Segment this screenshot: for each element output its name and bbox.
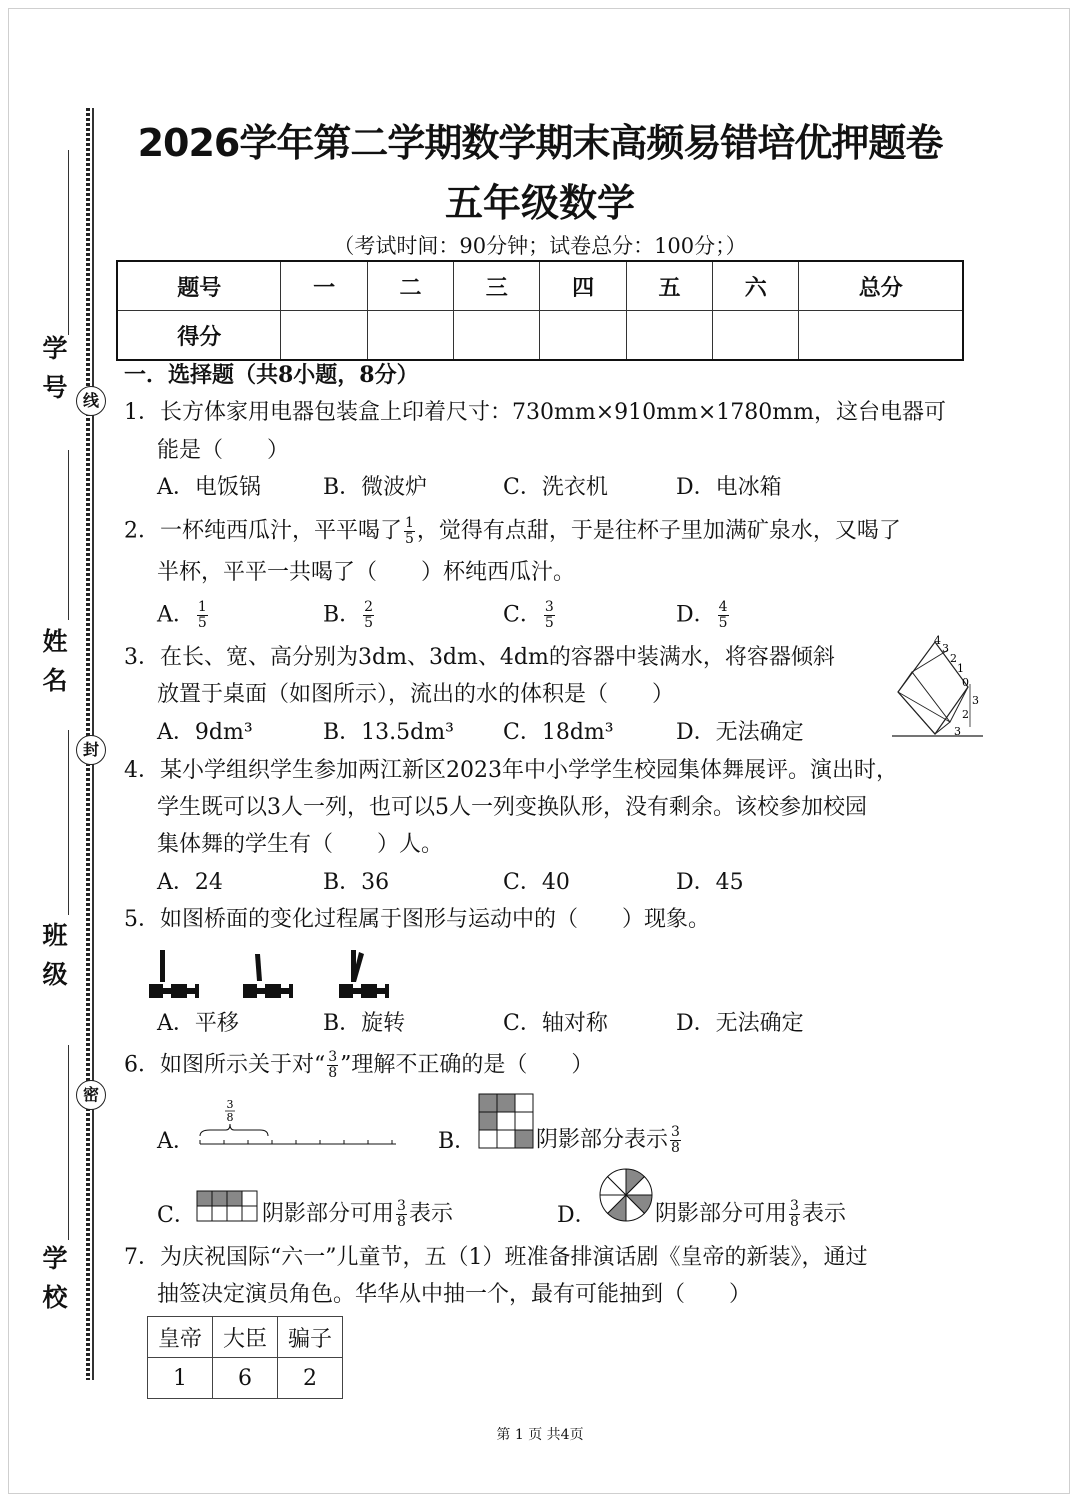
score-input-cell[interactable] bbox=[454, 311, 540, 361]
q5-option-b[interactable]: B．旋转 bbox=[323, 1011, 406, 1036]
fig-label: 0 bbox=[962, 676, 969, 689]
role-cell: 大臣 bbox=[213, 1317, 278, 1358]
q7-text: 7．为庆祝国际“六一”儿童节，五（1）班准备排演话剧《皇帝的新装》，通过 bbox=[124, 1245, 868, 1270]
seal-feng: 封 bbox=[76, 735, 106, 765]
q3-option-d[interactable]: D．无法确定 bbox=[676, 720, 804, 745]
seal-mi: 密 bbox=[76, 1080, 106, 1110]
q2-text: 2．一杯纯西瓜汁，平平喝了 $\frac{1}{5}$ ，觉得有点甜，于是往杯子里加满矿泉水，又喝了 bbox=[124, 515, 901, 547]
q6-option-d-text: 阴影部分可用 $\frac{3}{8}$ 表示 bbox=[655, 1198, 846, 1230]
fraction: $\frac{3}{8}$ bbox=[397, 1198, 406, 1230]
fig-label: 2 bbox=[950, 652, 957, 665]
bar-8-figure bbox=[196, 1190, 260, 1224]
fig-label: 3 bbox=[972, 694, 979, 707]
count-cell: 1 bbox=[148, 1358, 213, 1399]
count-cell: 2 bbox=[278, 1358, 343, 1399]
score-cell: 题号 bbox=[117, 261, 281, 311]
roles-table bbox=[147, 1316, 343, 1399]
q2-option-c[interactable]: C． $\frac{3}{5}$ bbox=[503, 599, 554, 631]
role-cell: 皇帝 bbox=[148, 1317, 213, 1358]
score-input-cell[interactable] bbox=[626, 311, 712, 361]
score-cell: 三 bbox=[454, 261, 540, 311]
q5-option-a[interactable]: A．平移 bbox=[157, 1011, 239, 1036]
q4-text-2: 学生既可以3人一列，也可以5人一列变换队形，没有剩余。该校参加校园 bbox=[157, 795, 867, 820]
pie-8-figure bbox=[598, 1167, 654, 1223]
fraction: $\frac{2}{5}$ bbox=[364, 599, 374, 631]
q6-option-b-text: 阴影部分表示 $\frac{3}{8}$ bbox=[536, 1124, 680, 1156]
student-id-label: 学号 bbox=[39, 335, 68, 413]
q1-option-a[interactable]: A．电饭锅 bbox=[157, 475, 261, 500]
q5-text: 5．如图桥面的变化过程属于图形与运动中的（ ）现象。 bbox=[124, 907, 710, 932]
q1-option-d[interactable]: D．电冰箱 bbox=[676, 475, 782, 500]
score-input-cell[interactable] bbox=[367, 311, 453, 361]
score-value-row bbox=[117, 311, 963, 361]
score-table bbox=[116, 260, 964, 361]
q7-text-2: 抽签决定演员角色。华华从中抽一个，最有可能抽到（ ） bbox=[157, 1282, 752, 1307]
q6-option-b[interactable]: B． bbox=[438, 1129, 477, 1154]
fraction: $\frac{3}{8}$ bbox=[671, 1124, 680, 1156]
q5-option-c[interactable]: C．轴对称 bbox=[503, 1011, 608, 1036]
q2-option-b[interactable]: B． $\frac{2}{5}$ bbox=[323, 599, 374, 631]
q4-text: 4．某小学组织学生参加两江新区2023年中小学学生校园集体舞展评。演出时， bbox=[124, 758, 898, 783]
school-label: 学校 bbox=[39, 1245, 68, 1323]
fraction: $\frac{3}{8}$ bbox=[790, 1198, 799, 1230]
score-cell: 一 bbox=[281, 261, 367, 311]
q1-option-b[interactable]: B．微波炉 bbox=[323, 475, 428, 500]
q2-text-2: 半杯，平平一共喝了（ ）杯纯西瓜汁。 bbox=[157, 560, 576, 585]
score-cell: 得分 bbox=[117, 311, 281, 361]
q2-option-d[interactable]: D． $\frac{4}{5}$ bbox=[676, 599, 728, 631]
score-cell: 五 bbox=[626, 261, 712, 311]
name-label: 姓名 bbox=[39, 628, 68, 706]
fraction: $\frac{1}{5}$ bbox=[197, 599, 207, 631]
score-input-cell[interactable] bbox=[799, 311, 963, 361]
fraction: $\frac{1}{5}$ bbox=[405, 515, 414, 547]
score-cell: 二 bbox=[367, 261, 453, 311]
score-cell: 六 bbox=[713, 261, 799, 311]
class-label: 班级 bbox=[39, 922, 68, 1000]
q5-option-d[interactable]: D．无法确定 bbox=[676, 1011, 804, 1036]
q1-option-c[interactable]: C．洗衣机 bbox=[503, 475, 608, 500]
q4-text-3: 集体舞的学生有（ ）人。 bbox=[157, 832, 444, 857]
score-input-cell[interactable] bbox=[281, 311, 367, 361]
fraction: $\frac{4}{5}$ bbox=[718, 599, 728, 631]
number-line-frac-den: 8 bbox=[226, 1111, 234, 1124]
q6-option-d[interactable]: D． bbox=[557, 1203, 597, 1228]
fraction: $\frac{3}{5}$ bbox=[544, 599, 554, 631]
number-line-frac-num: 3 bbox=[226, 1098, 234, 1111]
q6-option-c-text: 阴影部分可用 $\frac{3}{8}$ 表示 bbox=[262, 1198, 453, 1230]
fig-label: 3 bbox=[954, 725, 961, 738]
count-cell: 6 bbox=[213, 1358, 278, 1399]
name-line bbox=[68, 450, 69, 620]
q4-option-a[interactable]: A．24 bbox=[157, 870, 223, 895]
fig-label: 1 bbox=[957, 662, 964, 675]
roles-header-row bbox=[148, 1317, 343, 1358]
q4-option-b[interactable]: B．36 bbox=[323, 870, 390, 895]
page-footer: 第 1 页 共4页 bbox=[496, 1427, 584, 1443]
fig-label: 2 bbox=[962, 708, 969, 721]
q3-option-b[interactable]: B．13.5dm³ bbox=[323, 720, 454, 745]
seal-xian: 线 bbox=[76, 386, 106, 416]
fig-label: 4 bbox=[934, 634, 941, 647]
bridge-rotation-figure bbox=[145, 946, 395, 1002]
section-title: 一．选择题（共8小题，8分） bbox=[124, 362, 419, 388]
roles-count-row bbox=[148, 1358, 343, 1399]
q6-option-a[interactable]: A． bbox=[157, 1129, 195, 1154]
q3-option-a[interactable]: A．9dm³ bbox=[157, 720, 253, 745]
q3-option-c[interactable]: C．18dm³ bbox=[503, 720, 614, 745]
score-cell: 总分 bbox=[799, 261, 963, 311]
q6-option-c[interactable]: C． bbox=[157, 1203, 196, 1228]
q2-option-a[interactable]: A． $\frac{1}{5}$ bbox=[157, 599, 207, 631]
score-cell: 四 bbox=[540, 261, 626, 311]
role-cell: 骗子 bbox=[278, 1317, 343, 1358]
q1-text-2: 能是（ ） bbox=[157, 438, 290, 463]
q3-text-2: 放置于桌面（如图所示），流出的水的体积是（ ） bbox=[157, 682, 675, 707]
exam-subtitle: 五年级数学 bbox=[444, 181, 635, 225]
q6-text: 6．如图所示关于对“ $\frac{3}{8}$ ”理解不正确的是（ ） bbox=[124, 1049, 594, 1081]
number-line-figure bbox=[196, 1096, 401, 1154]
grid-3x3-figure bbox=[478, 1093, 534, 1149]
exam-info: （考试时间：90分钟；试卷总分：100分；） bbox=[333, 234, 747, 258]
fraction: $\frac{3}{8}$ bbox=[328, 1049, 338, 1081]
fig-label: 3 bbox=[942, 642, 949, 655]
class-line bbox=[68, 730, 69, 915]
school-line bbox=[68, 1045, 69, 1240]
score-input-cell[interactable] bbox=[540, 311, 626, 361]
q4-option-d[interactable]: D．45 bbox=[676, 870, 744, 895]
score-header-row bbox=[117, 261, 963, 311]
q1-text: 1．长方体家用电器包装盒上印着尺寸：730mm×910mm×1780mm，这台电器可 bbox=[124, 400, 947, 425]
score-input-cell[interactable] bbox=[713, 311, 799, 361]
exam-title: 2026学年第二学期数学期末高频易错培优押题卷 bbox=[137, 121, 943, 165]
tilted-container-figure bbox=[890, 632, 985, 744]
q4-option-c[interactable]: C．40 bbox=[503, 870, 570, 895]
q3-text: 3．在长、宽、高分别为3dm、3dm、4dm的容器中装满水，将容器倾斜 bbox=[124, 645, 835, 670]
